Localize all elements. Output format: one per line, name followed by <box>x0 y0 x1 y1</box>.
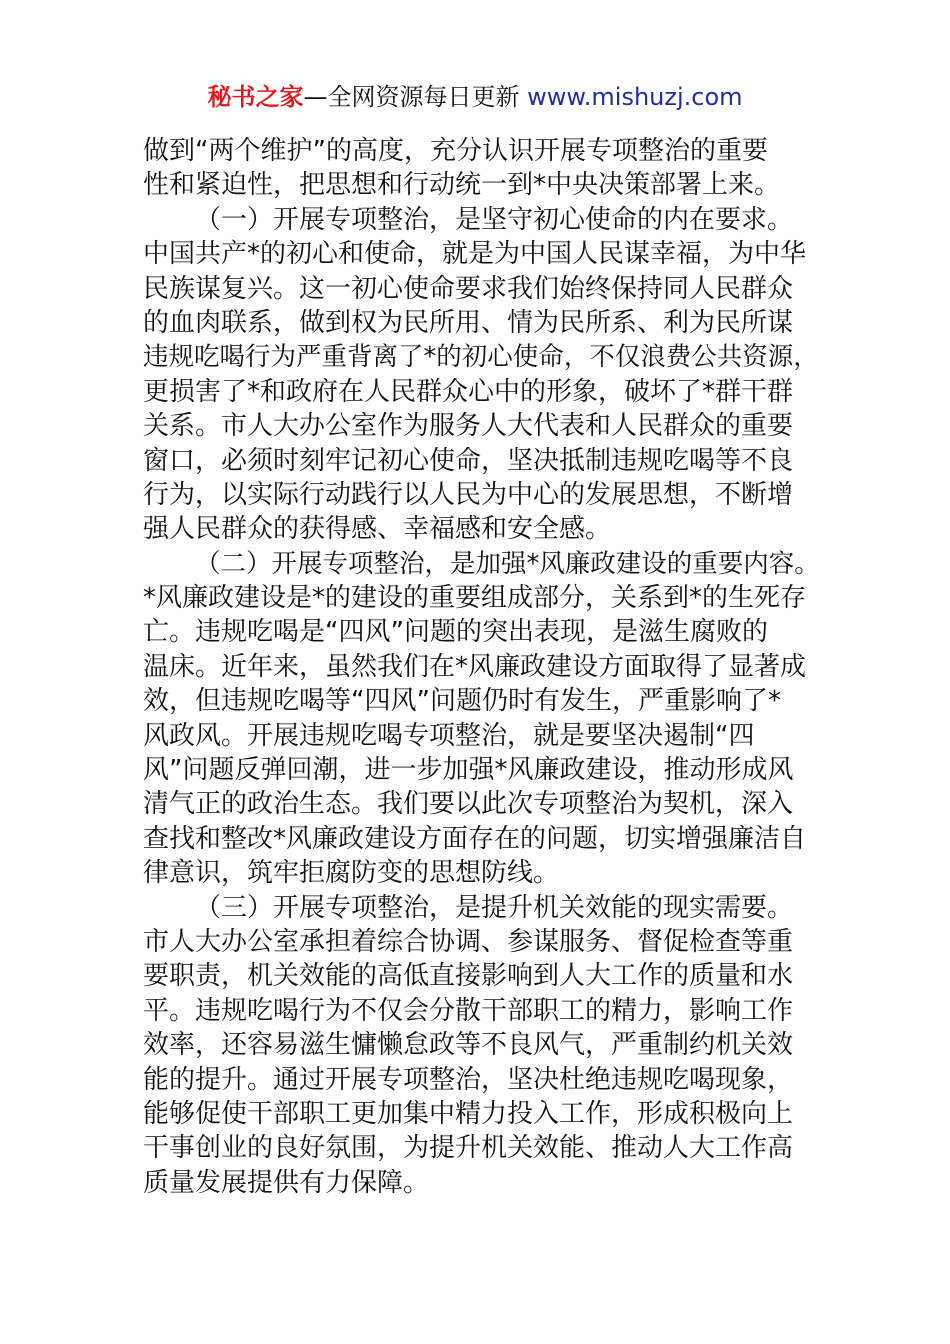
text-line: 更损害了*和政府在人民群众心中的形象，破坏了*群干群 <box>143 376 794 407</box>
text-line: 强人民群众的获得感、幸福感和安全感。 <box>143 514 612 545</box>
site-url-link[interactable]: www.mishuzj.com <box>527 83 743 111</box>
text-line: 亡。违规吃喝是“四风”问题的突出表现，是滋生腐败的 <box>143 617 768 648</box>
document-body <box>143 134 823 1200</box>
text-line: 要职责，机关效能的高低直接影响到人大工作的质量和水 <box>143 961 794 992</box>
section-heading-1: （一）开展专项整治，是坚守初心使命的内在要求。 <box>195 204 794 235</box>
text-line: 干事创业的良好氛围，为提升机关效能、推动人大工作高 <box>143 1133 794 1164</box>
text-line: 窗口，必须时刻牢记初心使命，坚决抵制违规吃喝等不良 <box>143 445 794 476</box>
brand-name: 秘书之家 <box>207 83 304 111</box>
text-line: 温床。近年来，虽然我们在*风廉政建设方面取得了显著成 <box>143 651 807 682</box>
text-line: 查找和整改*风廉政建设方面存在的问题，切实增强廉洁自 <box>143 823 807 854</box>
text-line: 效率，还容易滋生慵懒怠政等不良风气，严重制约机关效 <box>143 1030 794 1061</box>
text-line: 风”问题反弹回潮，进一步加强*风廉政建设，推动形成风 <box>143 755 794 786</box>
text-line: 清气正的政治生态。我们要以此次专项整治为契机，深入 <box>143 789 794 820</box>
text-line: 质量发展提供有力保障。 <box>143 1167 430 1198</box>
text-line: 能够促使干部职工更加集中精力投入工作，形成积极向上 <box>143 1098 794 1129</box>
text-line: 中国共产*的初心和使命，就是为中国人民谋幸福，为中华 <box>143 239 807 270</box>
text-line: 关系。市人大办公室作为服务人大代表和人民群众的重要 <box>143 411 794 442</box>
text-line: 效，但违规吃喝等“四风”问题仍时有发生，严重影响了* <box>143 686 781 717</box>
text-line: 做到“两个维护”的高度，充分认识开展专项整治的重要 <box>143 136 768 166</box>
text-line: 性和紧迫性，把思想和行动统一到*中央决策部署上来。 <box>143 170 781 201</box>
text-line: 市人大办公室承担着综合协调、参谋服务、督促检查等重 <box>143 926 794 957</box>
section-heading-2: （二）开展专项整治，是加强*风廉政建设的重要内容。 <box>195 548 820 579</box>
header-tagline: —全网资源每日更新 <box>303 83 528 111</box>
text-line: 违规吃喝行为严重背离了*的初心使命，不仅浪费公共资源， <box>143 342 819 373</box>
text-line: 律意识，筑牢拒腐防变的思想防线。 <box>143 858 560 889</box>
text-line: 民族谋复兴。这一初心使命要求我们始终保持同人民群众 <box>143 273 794 304</box>
text-line: *风廉政建设是*的建设的重要组成部分，关系到*的生死存 <box>143 583 807 614</box>
text-line: 能的提升。通过开展专项整治，坚决杜绝违规吃喝现象， <box>143 1064 794 1095</box>
text-line: 行为，以实际行动践行以人民为中心的发展思想，不断增 <box>143 479 794 510</box>
section-heading-3: （三）开展专项整治，是提升机关效能的现实需要。 <box>195 892 794 923</box>
site-header <box>0 80 950 114</box>
text-line: 风政风。开展违规吃喝专项整治，就是要坚决遏制“四 <box>143 720 755 751</box>
text-line: 平。违规吃喝行为不仅会分散干部职工的精力，影响工作 <box>143 995 794 1026</box>
text-line: 的血肉联系，做到权为民所用、情为民所系、利为民所谋 <box>143 307 794 338</box>
